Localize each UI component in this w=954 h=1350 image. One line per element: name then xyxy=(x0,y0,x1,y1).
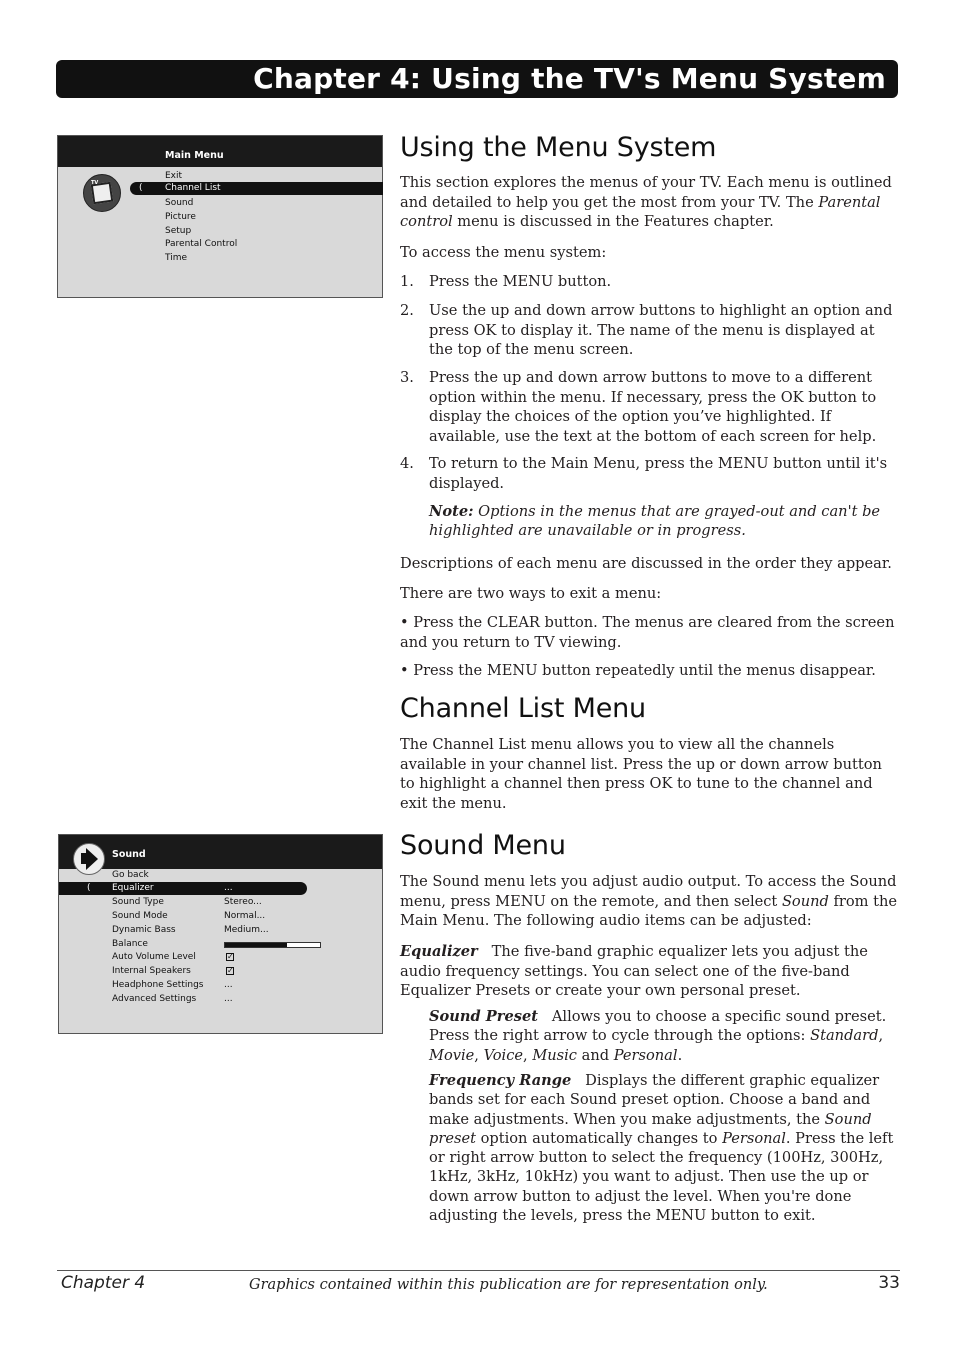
sound-item-equalizer[interactable] xyxy=(59,882,307,895)
menu-item-parental-control[interactable]: Parental Control xyxy=(165,239,238,249)
sound-item-sound-mode-value: Normal... xyxy=(224,911,266,921)
bullet-clear: • Press the CLEAR button. The menus are cleared from the screen and you return to TV viewing. xyxy=(400,614,895,651)
sound-item-dynamic-bass[interactable]: Dynamic Bass xyxy=(112,925,176,935)
checkbox-checked-icon[interactable]: ✓ xyxy=(227,966,234,975)
checkbox-checked-icon[interactable]: ✓ xyxy=(227,952,234,961)
sound-item-sound-type-value: Stereo... xyxy=(224,897,262,907)
frequency-range-desc: Frequency Range Displays the different graphic equalizer bands set for each Sound preset option. Choose a band and make adjustments. When you make adjustments, the Sound preset option automatically changes to Personal. Press the left or right arrow button to select the frequency (100Hz, 300Hz, 1kHz, 3kHz, 10kHz) you want to adjust. Then use the up or down arrow button to adjust the level. When you're done adjusting the levels, press the MENU button to exit. xyxy=(429,1072,894,1225)
heading-using-menu-system: Using the Menu System xyxy=(400,132,717,163)
speaker-icon xyxy=(73,843,105,875)
page-number: 33 xyxy=(878,1273,900,1293)
menu-item-time[interactable]: Time xyxy=(165,253,188,263)
sound-item-sound-type[interactable]: Sound Type xyxy=(112,897,164,907)
balance-slider[interactable] xyxy=(224,942,321,948)
sound-item-label: Equalizer xyxy=(112,883,154,893)
channel-list-body: The Channel List menu allows you to view all the channels available in your channel list. Press the up or down arrow button to highlight a channel then press OK to tune to the channel and exit the menu. xyxy=(400,736,882,812)
sound-item-balance[interactable]: Balance xyxy=(112,939,148,949)
chapter-banner xyxy=(56,60,898,98)
sound-item-advanced[interactable]: Advanced Settings xyxy=(112,994,197,1004)
menu-item-sound[interactable]: Sound xyxy=(165,198,194,208)
selection-arrow-icon: ( xyxy=(139,183,143,193)
sound-preset-desc: Sound Preset Allows you to choose a specific sound preset. Press the right arrow to cycle through the options: Standard, Movie, Voice, Music and Personal. xyxy=(429,1008,891,1064)
section1-intro: This section explores the menus of your TV. Each menu is outlined and detailed to help you get the most from your TV. The Parental control menu is discussed in the Features chapter. xyxy=(400,174,892,230)
menu-item-picture[interactable]: Picture xyxy=(165,212,196,222)
footer-chapter: Chapter 4 xyxy=(61,1273,146,1293)
sound-item-dynamic-bass-value: Medium... xyxy=(224,925,269,935)
sound-item-headphone[interactable]: Headphone Settings xyxy=(112,980,204,990)
heading-sound-menu: Sound Menu xyxy=(400,830,566,861)
main-menu-screenshot xyxy=(57,135,383,298)
sound-item-advanced-value: ... xyxy=(224,994,233,1004)
footer-note: Graphics contained within this publication are for representation only. xyxy=(249,1277,768,1293)
sound-menu-title: Sound xyxy=(112,849,146,860)
selection-arrow-icon: ( xyxy=(87,883,91,893)
exit-intro: There are two ways to exit a menu: xyxy=(400,585,662,602)
menu-item-exit[interactable]: Exit xyxy=(165,171,183,181)
note: Note: Options in the menus that are grayed-out and can't be highlighted are unavailable or in progress. xyxy=(429,503,881,540)
bullet-menu: • Press the MENU button repeatedly until the menus disappear. xyxy=(400,662,876,679)
balance-slider-fill xyxy=(225,943,287,947)
menu-item-setup[interactable]: Setup xyxy=(165,226,192,236)
sound-item-auto-volume[interactable]: Auto Volume Level xyxy=(112,952,196,962)
sound-menu-screenshot xyxy=(58,834,383,1034)
menu-item-label: Channel List xyxy=(165,183,221,193)
descriptions-text: Descriptions of each menu are discussed in the order they appear. xyxy=(400,555,892,572)
sound-item-sound-mode[interactable]: Sound Mode xyxy=(112,911,168,921)
chapter-title: Chapter 4: Using the TV's Menu System xyxy=(253,62,886,95)
sound-menu-title-bar xyxy=(59,835,382,869)
footer-rule xyxy=(57,1270,900,1271)
sound-item-internal-speakers[interactable]: Internal Speakers xyxy=(112,966,191,976)
menu-item-channel-list[interactable] xyxy=(130,182,383,195)
tv-icon xyxy=(83,174,121,212)
equalizer-desc: Equalizer The five-band graphic equalizer lets you adjust the audio frequency settings. You can select one of the five-band Equalizer Presets or create your own personal preset. xyxy=(400,943,873,999)
section1-access: To access the menu system: xyxy=(400,244,607,261)
tv-icon-label: TV xyxy=(91,180,99,186)
heading-channel-list-menu: Channel List Menu xyxy=(400,693,646,724)
sound-intro: The Sound menu lets you adjust audio output. To access the Sound menu, press MENU on the remote, and then select Sound from the Main Menu. The following audio items can be adjusted: xyxy=(400,873,898,929)
sound-item-headphone-value: ... xyxy=(224,980,233,990)
main-menu-title: Main Menu xyxy=(165,150,224,161)
sound-item-value: ... xyxy=(224,883,233,893)
sound-item-go-back[interactable]: Go back xyxy=(112,870,149,880)
